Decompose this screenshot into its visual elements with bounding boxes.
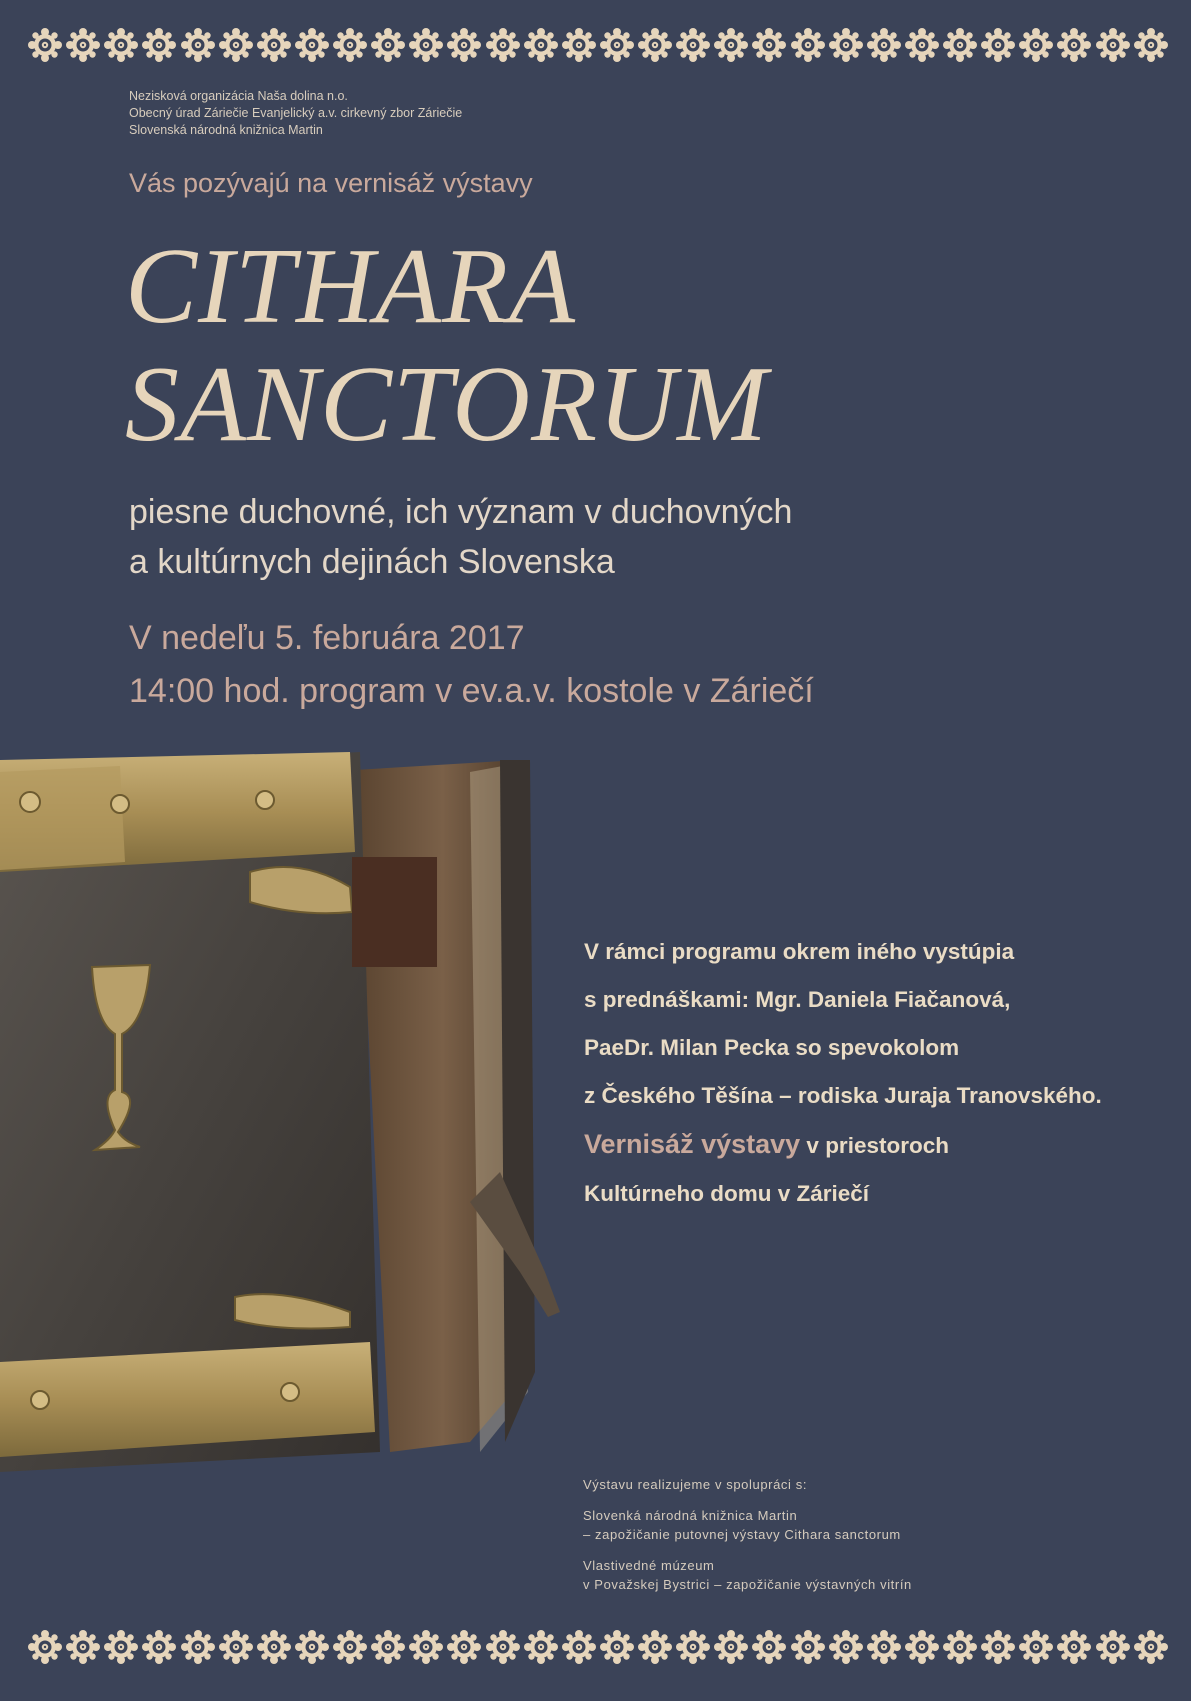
top-ornament-border bbox=[28, 28, 1168, 62]
folk-flower-ornament-icon bbox=[257, 1630, 291, 1664]
organizer-2: Obecný úrad Záriečie Evanjelický a.v. cirkevný zbor Záriečie bbox=[129, 106, 463, 120]
folk-flower-ornament-icon bbox=[791, 1630, 825, 1664]
folk-flower-ornament-icon bbox=[867, 28, 901, 62]
folk-flower-ornament-icon bbox=[409, 1630, 443, 1664]
collaboration-credits bbox=[583, 1475, 912, 1594]
event-date-time bbox=[129, 612, 814, 718]
organizers bbox=[129, 88, 462, 139]
folk-flower-ornament-icon bbox=[600, 1630, 634, 1664]
program-line-4: z Českého Těšína – rodiska Juraja Tranovského. bbox=[584, 1083, 1102, 1108]
folk-flower-ornament-icon bbox=[1134, 28, 1168, 62]
invitation-text: Vás pozývajú na vernisáž výstavy bbox=[129, 168, 533, 198]
folk-flower-ornament-icon bbox=[333, 1630, 367, 1664]
folk-flower-ornament-icon bbox=[371, 1630, 405, 1664]
program-line-3: PaeDr. Milan Pecka so spevokolom bbox=[584, 1035, 960, 1060]
folk-flower-ornament-icon bbox=[1096, 28, 1130, 62]
folk-flower-ornament-icon bbox=[905, 1630, 939, 1664]
folk-flower-ornament-icon bbox=[943, 1630, 977, 1664]
folk-flower-ornament-icon bbox=[676, 1630, 710, 1664]
folk-flower-ornament-icon bbox=[66, 1630, 100, 1664]
folk-flower-ornament-icon bbox=[333, 28, 367, 62]
folk-flower-ornament-icon bbox=[181, 1630, 215, 1664]
organizer-3: Slovenská národná knižnica Martin bbox=[129, 123, 323, 137]
folk-flower-ornament-icon bbox=[295, 1630, 329, 1664]
exhibition-title bbox=[125, 228, 768, 464]
folk-flower-ornament-icon bbox=[600, 28, 634, 62]
organizer-1: Nezisková organizácia Naša dolina n.o. bbox=[129, 89, 348, 103]
folk-flower-ornament-icon bbox=[295, 28, 329, 62]
folk-flower-ornament-icon bbox=[28, 1630, 62, 1664]
folk-flower-ornament-icon bbox=[181, 28, 215, 62]
folk-flower-ornament-icon bbox=[638, 28, 672, 62]
event-time: 14:00 hod. program v ev.a.v. kostole v Záriečí bbox=[129, 672, 814, 710]
folk-flower-ornament-icon bbox=[829, 28, 863, 62]
folk-flower-ornament-icon bbox=[486, 1630, 520, 1664]
subtitle-line-1: piesne duchovné, ich význam v duchovných bbox=[129, 493, 793, 531]
folk-flower-ornament-icon bbox=[219, 1630, 253, 1664]
program-line-6: Kultúrneho domu v Záriečí bbox=[584, 1181, 870, 1206]
title-line-1: CITHARA bbox=[125, 227, 576, 346]
folk-flower-ornament-icon bbox=[1057, 28, 1091, 62]
event-date: V nedeľu 5. februára 2017 bbox=[129, 619, 525, 657]
folk-flower-ornament-icon bbox=[1134, 1630, 1168, 1664]
folk-flower-ornament-icon bbox=[905, 28, 939, 62]
folk-flower-ornament-icon bbox=[257, 28, 291, 62]
folk-flower-ornament-icon bbox=[28, 28, 62, 62]
folk-flower-ornament-icon bbox=[714, 1630, 748, 1664]
folk-flower-ornament-icon bbox=[447, 1630, 481, 1664]
folk-flower-ornament-icon bbox=[524, 28, 558, 62]
program-line-2: s prednáškami: Mgr. Daniela Fiačanová, bbox=[584, 987, 1011, 1012]
collaboration-heading: Výstavu realizujeme v spolupráci s: bbox=[583, 1477, 808, 1492]
folk-flower-ornament-icon bbox=[142, 28, 176, 62]
folk-flower-ornament-icon bbox=[1096, 1630, 1130, 1664]
partner-1-line-2: – zapožičanie putovnej výstavy Cithara sanctorum bbox=[583, 1527, 901, 1542]
folk-flower-ornament-icon bbox=[66, 28, 100, 62]
exhibition-subtitle bbox=[129, 487, 792, 587]
folk-flower-ornament-icon bbox=[447, 28, 481, 62]
folk-flower-ornament-icon bbox=[371, 28, 405, 62]
bottom-ornament-border bbox=[28, 1630, 1168, 1664]
folk-flower-ornament-icon bbox=[1019, 1630, 1053, 1664]
folk-flower-ornament-icon bbox=[752, 1630, 786, 1664]
folk-flower-ornament-icon bbox=[562, 28, 596, 62]
folk-flower-ornament-icon bbox=[524, 1630, 558, 1664]
folk-flower-ornament-icon bbox=[486, 28, 520, 62]
title-line-2: SANCTORUM bbox=[125, 345, 769, 464]
folk-flower-ornament-icon bbox=[142, 1630, 176, 1664]
folk-flower-ornament-icon bbox=[219, 28, 253, 62]
folk-flower-ornament-icon bbox=[752, 28, 786, 62]
hymnal-book-image bbox=[0, 752, 640, 1472]
partner-2-line-2: v Považskej Bystrici – zapožičanie výstavných vitrín bbox=[583, 1577, 912, 1592]
partner-1-line-1: Slovenká národná knižnica Martin bbox=[583, 1508, 798, 1523]
subtitle-line-2: a kultúrnych dejinách Slovenska bbox=[129, 543, 615, 581]
folk-flower-ornament-icon bbox=[562, 1630, 596, 1664]
folk-flower-ornament-icon bbox=[409, 28, 443, 62]
folk-flower-ornament-icon bbox=[104, 28, 138, 62]
folk-flower-ornament-icon bbox=[104, 1630, 138, 1664]
folk-flower-ornament-icon bbox=[1019, 28, 1053, 62]
folk-flower-ornament-icon bbox=[981, 28, 1015, 62]
folk-flower-ornament-icon bbox=[676, 28, 710, 62]
folk-flower-ornament-icon bbox=[943, 28, 977, 62]
folk-flower-ornament-icon bbox=[714, 28, 748, 62]
folk-flower-ornament-icon bbox=[867, 1630, 901, 1664]
vernissage-highlight: Vernisáž výstavy bbox=[584, 1129, 801, 1159]
folk-flower-ornament-icon bbox=[791, 28, 825, 62]
folk-flower-ornament-icon bbox=[981, 1630, 1015, 1664]
program-description bbox=[584, 928, 1102, 1218]
folk-flower-ornament-icon bbox=[1057, 1630, 1091, 1664]
program-line-5-rest: v priestoroch bbox=[800, 1133, 949, 1158]
folk-flower-ornament-icon bbox=[638, 1630, 672, 1664]
partner-2-line-1: Vlastivedné múzeum bbox=[583, 1558, 715, 1573]
program-line-5 bbox=[584, 1120, 1102, 1170]
program-line-1: V rámci programu okrem iného vystúpia bbox=[584, 939, 1015, 964]
folk-flower-ornament-icon bbox=[829, 1630, 863, 1664]
